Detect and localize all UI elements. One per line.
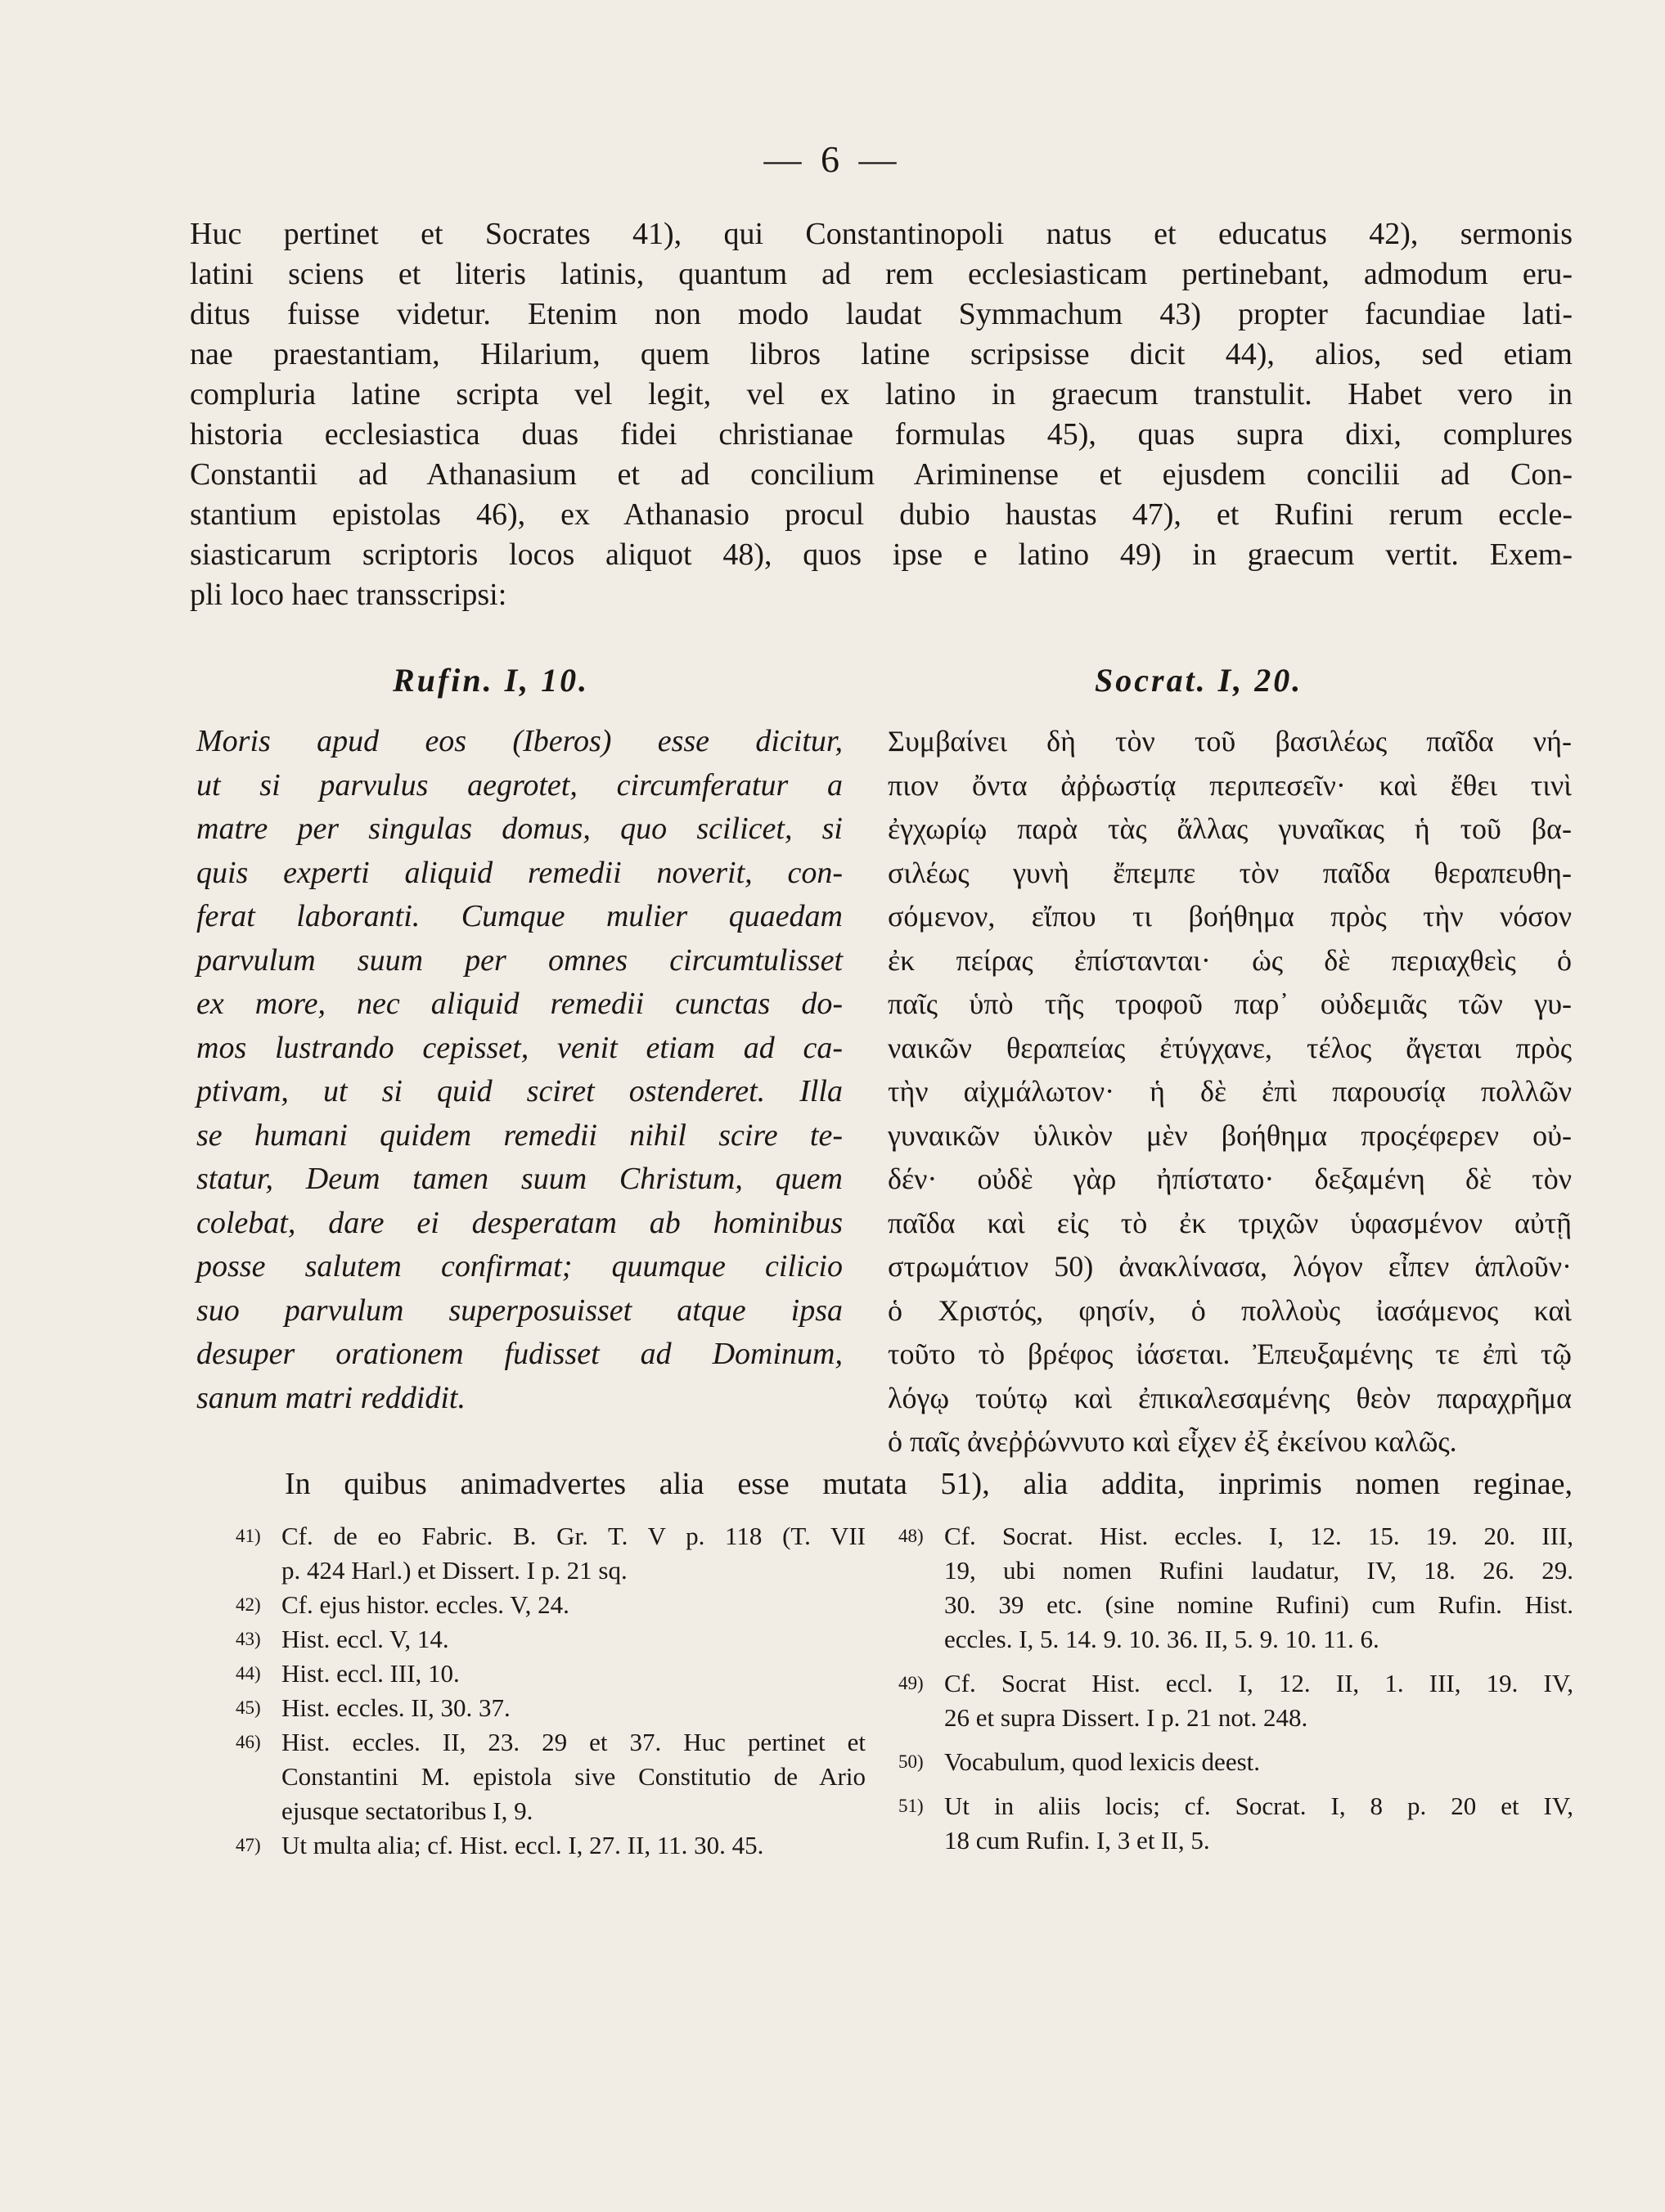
text-line: sanum matri reddidit.	[196, 1380, 466, 1415]
text-line: ναικῶν θεραπείας ἐτύγχανε, τέλος ἄγεται πρὸς	[888, 1031, 1572, 1064]
footnote-line: eccles. I, 5. 14. 9. 10. 36. II, 5. 9. 10. 11. 6.	[944, 1625, 1379, 1653]
text-line: ditus fuisse videtur. Etenim non modo laudat Symmachum 43) propter facundiae lati-	[190, 297, 1573, 331]
footnote	[236, 1657, 866, 1691]
footnote-line: Ut in aliis locis; cf. Socrat. I, 8 p. 20 et IV,	[944, 1792, 1573, 1820]
text-line: posse salutem confirmat; quumque cilicio	[196, 1249, 843, 1284]
text-line: stantium epistolas 46), ex Athanasio procul dubio haustas 47), et Rufini rerum eccle-	[190, 497, 1573, 532]
text-line: ut si parvulus aegrotet, circumferatur a	[196, 767, 843, 803]
footnote-line: Hist. eccles. II, 30. 37.	[281, 1693, 511, 1722]
footnote	[236, 1725, 866, 1828]
greek-column	[888, 720, 1572, 1464]
footnote-number: 47)	[236, 1835, 261, 1855]
footnote-line: Hist. eccl. III, 10.	[281, 1659, 460, 1688]
footnote-number: 42)	[236, 1594, 261, 1615]
text-line: σόμενον, εἴπου τι βοήθημα πρὸς τὴν νόσον	[888, 900, 1572, 933]
bridge-line: In quibus animadvertes alia esse mutata 51), alia addita, inprimis nomen reginae,	[285, 1467, 1573, 1501]
footnote-number: 45)	[236, 1697, 261, 1718]
text-line: πιον ὄντα ἀῤῥωστίᾳ περιπεσεῖν· καὶ ἔθει τινὶ	[888, 768, 1572, 802]
text-line: matre per singulas domus, quo scilicet, si	[196, 812, 843, 846]
intro-paragraph	[190, 214, 1573, 615]
text-line: compluria latine scripta vel legit, vel ex latino in graecum transtulit. Habet vero in	[190, 377, 1573, 411]
footnote-line: Hist. eccles. II, 23. 29 et 37. Huc pertinet et	[281, 1728, 866, 1756]
text-line: siasticarum scriptoris locos aliquot 48), quos ipse e latino 49) in graecum vertit. Exem-	[190, 537, 1573, 572]
page-number: — 6 —	[763, 138, 902, 180]
text-line: ὁ παῖς ἀνεῤῥώννυτο καὶ εἶχεν ἐξ ἐκείνου καλῶς.	[888, 1425, 1457, 1458]
text-line: ἐκ πείρας ἐπίστανται· ὡς δὲ περιαχθεὶς ὁ	[888, 943, 1572, 977]
text-line: ptivam, ut si quid sciret ostenderet. Illa	[196, 1074, 843, 1108]
text-line: mos lustrando cepisset, venit etiam ad ca-	[196, 1030, 843, 1065]
footnote	[898, 1666, 1573, 1735]
footnote-line: Cf. ejus histor. eccles. V, 24.	[281, 1590, 569, 1619]
text-line: γυναικῶν ὑλικὸν μὲν βοήθημα προςέφερεν οὐ-	[888, 1118, 1572, 1152]
text-line: desuper orationem fudisset ad Dominum,	[196, 1337, 843, 1371]
footnote-number: 44)	[236, 1663, 261, 1684]
footnote	[236, 1588, 866, 1622]
text-line: latini sciens et literis latinis, quantum ad rem ecclesiasticam pertinebant, admodum eru-	[190, 257, 1573, 291]
text-line: παῖδα καὶ εἰς τὸ ἐκ τριχῶν ὑφασμένον αὐτῇ	[888, 1206, 1572, 1239]
text-line: σιλέως γυνὴ ἔπεμπε τὸν παῖδα θεραπευθη-	[888, 856, 1572, 889]
footnote-number: 49)	[898, 1673, 924, 1693]
footnotes-right	[898, 1519, 1573, 1858]
text-line: τὴν αἰχμάλωτον· ἡ δὲ ἐπὶ παρουσίᾳ πολλῶν	[888, 1075, 1572, 1108]
footnote-number: 46)	[236, 1732, 261, 1752]
text-line: pli loco haec transscripsi:	[190, 578, 507, 612]
footnote-line: ejusque sectatoribus I, 9.	[281, 1796, 533, 1825]
footnote-line: p. 424 Harl.) et Dissert. I p. 21 sq.	[281, 1556, 628, 1585]
text-line: statur, Deum tamen suum Christum, quem	[196, 1162, 843, 1196]
footnote	[236, 1691, 866, 1725]
footnote-line: 26 et supra Dissert. I p. 21 not. 248.	[944, 1703, 1308, 1732]
text-line: suo parvulum superposuisset atque ipsa	[196, 1293, 843, 1328]
text-line: historia ecclesiastica duas fidei christianae formulas 45), quas supra dixi, complures	[190, 417, 1573, 452]
footnote	[898, 1745, 1573, 1779]
text-line: τοῦτο τὸ βρέφος ἰάσεται. Ἐπευξαμένης τε ἐπὶ τῷ	[888, 1338, 1572, 1370]
text-line: δέν· οὐδὲ γὰρ ἠπίστατο· δεξαμένη δὲ τὸν	[888, 1162, 1572, 1195]
text-line: Συμβαίνει δὴ τὸν τοῦ βασιλέως παῖδα νή-	[888, 725, 1572, 758]
right-column-heading: Socrat. I, 20.	[1095, 662, 1303, 699]
footnote	[236, 1519, 866, 1588]
text-line: ἐγχωρίῳ παρὰ τὰς ἄλλας γυναῖκας ἡ τοῦ βα-	[888, 812, 1572, 845]
footnote-line: Constantini M. epistola sive Constitutio de Ario	[281, 1762, 866, 1791]
text-line: quis experti aliquid remedii noverit, con-	[196, 855, 843, 890]
footnote-line: Cf. de eo Fabric. B. Gr. T. V p. 118 (T. VII	[281, 1522, 866, 1550]
latin-column	[196, 720, 843, 1420]
text-line: nae praestantiam, Hilarium, quem libros latine scripsisse dicit 44), alios, sed etiam	[190, 337, 1573, 371]
text-line: λόγῳ τούτῳ καὶ ἐπικαλεσαμένης θεὸν παραχρῆμα	[888, 1381, 1572, 1414]
text-line: ex more, nec aliquid remedii cunctas do-	[196, 987, 843, 1021]
footnote	[236, 1622, 866, 1657]
footnote	[898, 1789, 1573, 1858]
text-line: se humani quidem remedii nihil scire te-	[196, 1117, 843, 1153]
footnote-line: Cf. Socrat Hist. eccl. I, 12. II, 1. III, 19. IV,	[944, 1669, 1573, 1697]
footnote-line: Ut multa alia; cf. Hist. eccl. I, 27. II, 11. 30. 45.	[281, 1831, 764, 1859]
text-line: Moris apud eos (Iberos) esse dicitur,	[196, 724, 843, 758]
footnotes-left	[236, 1519, 866, 1863]
footnote-number: 51)	[898, 1796, 924, 1816]
text-line: colebat, dare ei desperatam ab hominibus	[196, 1205, 843, 1240]
footnote-line: 18 cum Rufin. I, 3 et II, 5.	[944, 1826, 1210, 1855]
text-line: Huc pertinet et Socrates 41), qui Constantinopoli natus et educatus 42), sermonis	[190, 217, 1573, 251]
footnote-line: 30. 39 etc. (sine nomine Rufini) cum Rufin. Hist.	[944, 1590, 1573, 1619]
footnote-number: 50)	[898, 1751, 924, 1772]
footnote-number: 41)	[236, 1526, 261, 1546]
footnote-number: 48)	[898, 1526, 924, 1546]
text-line: ferat laboranti. Cumque mulier quaedam	[196, 899, 843, 933]
text-line: παῖς ὑπὸ τῆς τροφοῦ παρ᾽ οὐδεμιᾶς τῶν γυ-	[888, 987, 1572, 1020]
text-line: Constantii ad Athanasium et ad concilium Ariminense et ejusdem concilii ad Con-	[190, 457, 1573, 492]
footnote-line: 19, ubi nomen Rufini laudatur, IV, 18. 26. 29.	[944, 1556, 1573, 1585]
text-line: ὁ Χριστός, φησίν, ὁ πολλοὺς ἰασάμενος καὶ	[888, 1293, 1572, 1327]
left-column-heading: Rufin. I, 10.	[393, 662, 590, 699]
footnote-line: Vocabulum, quod lexicis deest.	[944, 1747, 1261, 1776]
text-line: στρωμάτιον 50) ἀνακλίνασα, λόγον εἶπεν ἁπλοῦν·	[888, 1250, 1572, 1283]
footnote	[898, 1519, 1573, 1657]
footnote-line: Hist. eccl. V, 14.	[281, 1625, 449, 1653]
text-line: parvulum suum per omnes circumtulisset	[196, 942, 843, 978]
footnote-line: Cf. Socrat. Hist. eccles. I, 12. 15. 19. 20. III,	[944, 1522, 1573, 1550]
footnote-number: 43)	[236, 1629, 261, 1649]
footnote	[236, 1828, 866, 1863]
